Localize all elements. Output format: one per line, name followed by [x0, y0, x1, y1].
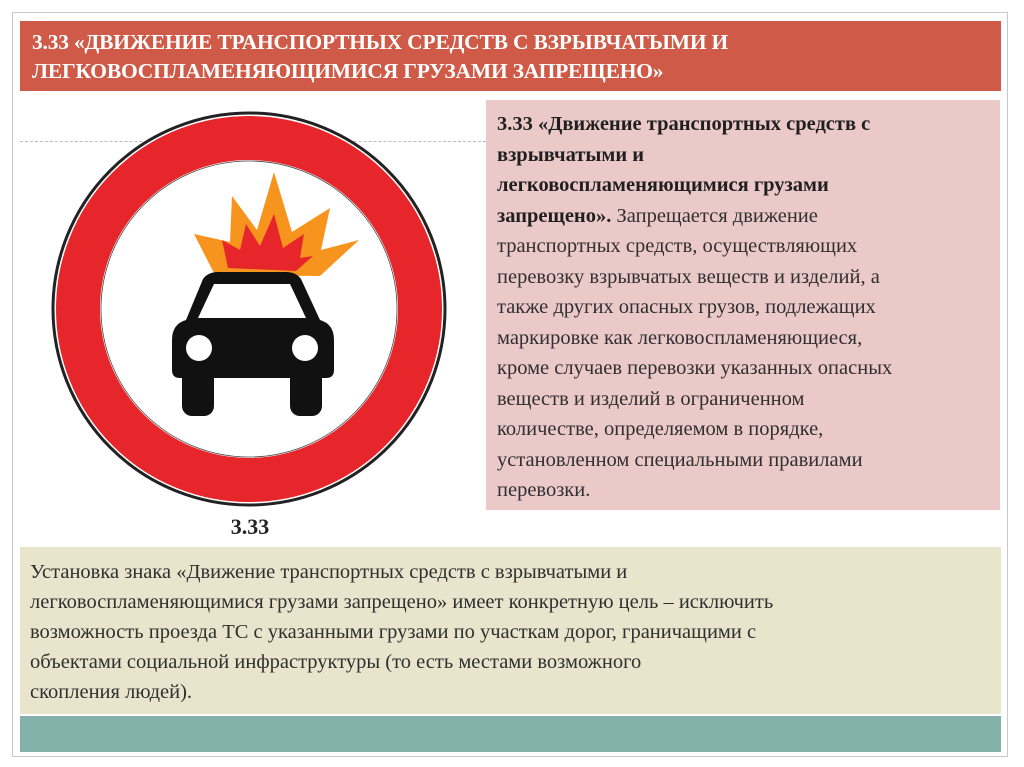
title-line: ЛЕГКОВОСПЛАМЕНЯЮЩИМИСЯ ГРУЗАМИ ЗАПРЕЩЕНО» — [32, 59, 664, 83]
purpose-line: легковоспламеняющимися грузами запрещено» имеет конкретную цель – исключить — [30, 591, 774, 613]
sign-caption: 3.33 — [230, 514, 270, 539]
desc-line: кроме случаев перевозки указанных опасных — [497, 357, 893, 379]
purpose-line: Установка знака «Движение транспортных средств с взрывчатыми и — [30, 561, 628, 583]
desc-bold-line: 3.33 «Движение транспортных средств с — [497, 113, 871, 135]
footer-bar — [20, 716, 1001, 752]
road-sign-3-33 — [48, 108, 450, 510]
desc-bold-line: легковоспламеняющимися грузами — [497, 174, 829, 196]
desc-text-fragment: Запрещается движение — [611, 204, 818, 227]
title-line: 3.33 «ДВИЖЕНИЕ ТРАНСПОРТНЫХ СРЕДСТВ С ВЗРЫВЧАТЫМИ И — [32, 30, 729, 54]
desc-line: также других опасных грузов, подлежащих — [497, 296, 876, 318]
purpose-box — [20, 547, 1001, 714]
desc-line: транспортных средств, осуществляющих — [497, 235, 858, 257]
desc-bold-line: взрывчатыми и — [497, 143, 645, 166]
purpose-line: возможность проезда ТС с указанными грузами по участкам дорог, граничащими с — [30, 621, 757, 643]
desc-mixed-line — [497, 201, 990, 232]
desc-line: перевозку взрывчатых веществ и изделий, а — [497, 265, 880, 288]
car-windshield — [198, 284, 306, 318]
purpose-line: скопления людей). — [30, 681, 193, 703]
slide-title — [20, 21, 1001, 91]
prohibition-sign-icon — [48, 108, 450, 510]
car-headlight-right — [292, 335, 318, 361]
car-headlight-left — [186, 335, 212, 361]
desc-bold-fragment: запрещено». — [497, 204, 612, 227]
desc-line: перевозки. — [497, 479, 591, 501]
desc-line: установленном специальными правилами — [497, 448, 863, 471]
description-box — [486, 100, 1000, 510]
desc-line: маркировке как легковоспламеняющиеся, — [497, 326, 863, 349]
purpose-line: объектами социальной инфраструктуры (то есть местами возможного — [30, 651, 642, 673]
desc-line: количестве, определяемом в порядке, — [497, 418, 824, 440]
desc-line: веществ и изделий в ограниченном — [497, 387, 805, 410]
